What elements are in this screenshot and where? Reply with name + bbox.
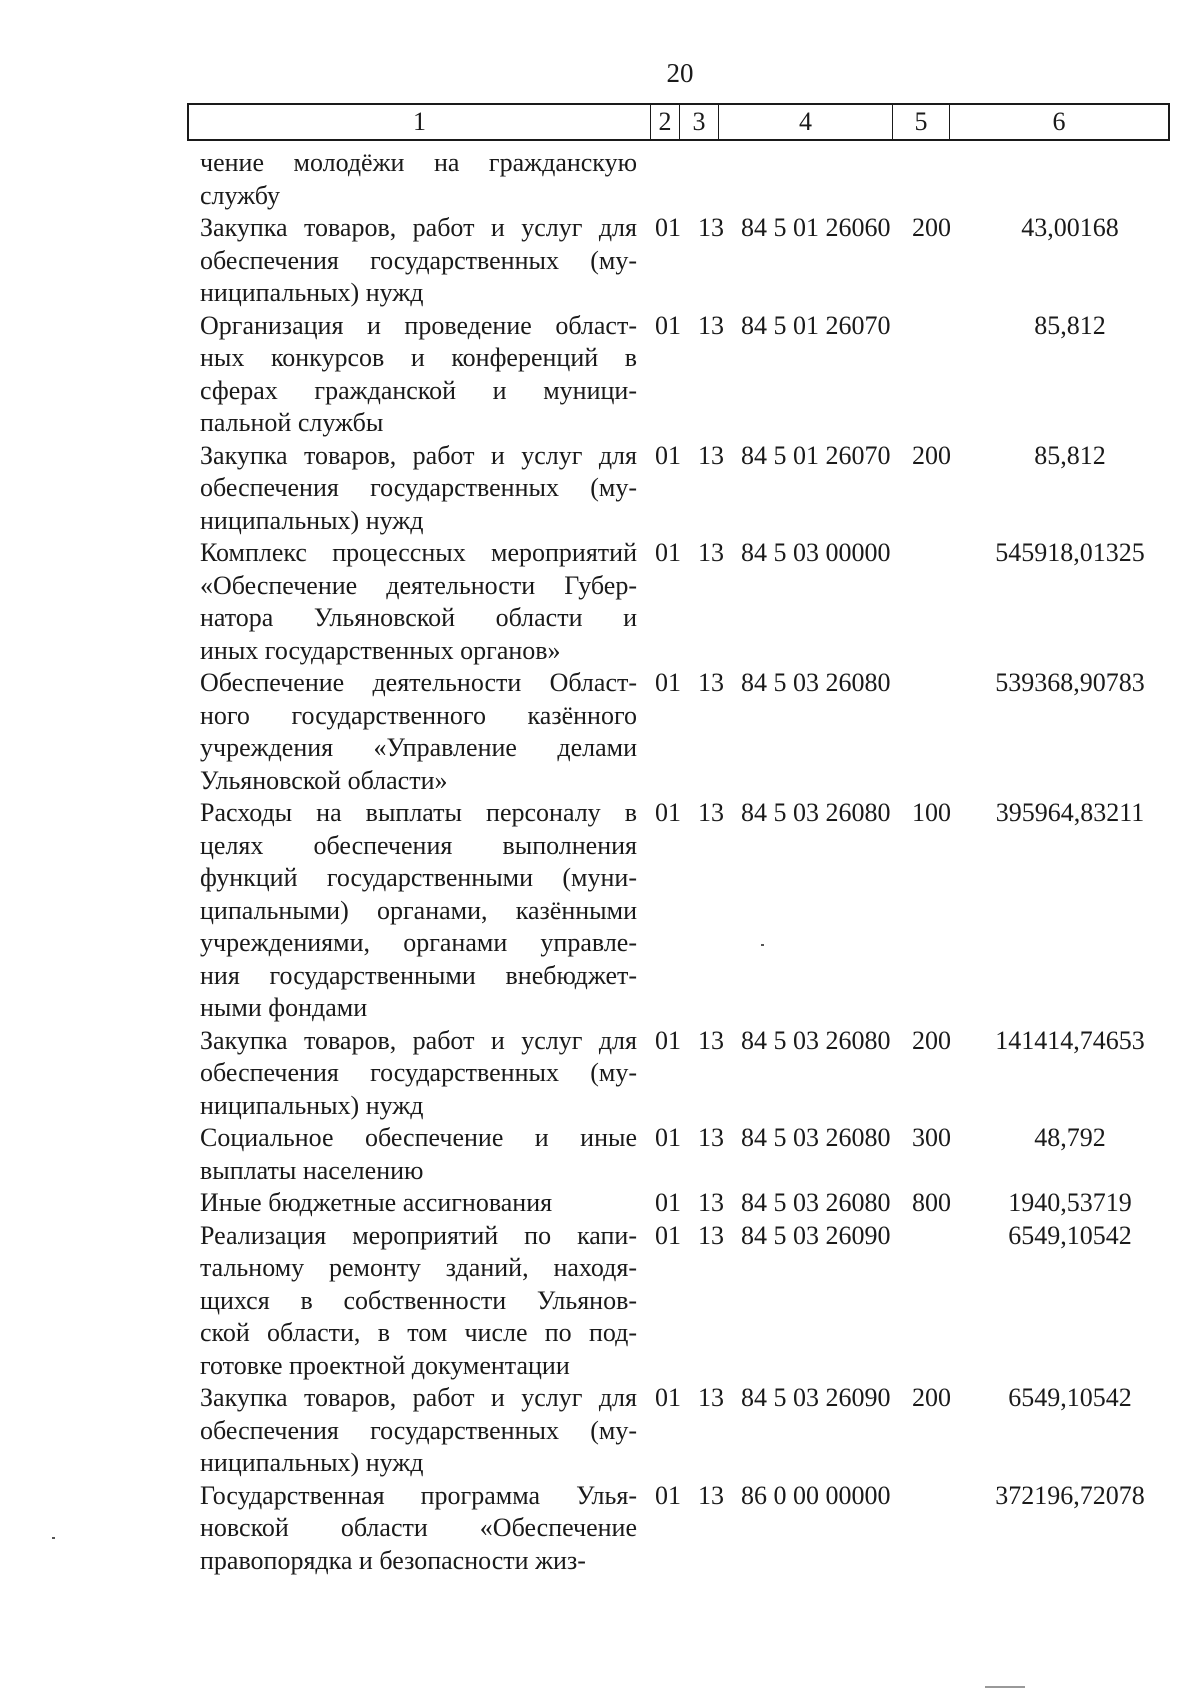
scan-speck bbox=[985, 1686, 1025, 1688]
row-description-line: Закупка товаров, работ и услуг для bbox=[200, 1383, 637, 1412]
row-description-line: «Обеспечение деятельности Губер- bbox=[200, 570, 637, 600]
row-description-line: Обеспечение деятельности Област- bbox=[200, 668, 637, 697]
scan-speck bbox=[52, 1537, 55, 1539]
row-description-line: ниципальных) нужд bbox=[200, 505, 424, 535]
row-amount: 48,792 bbox=[1034, 1123, 1106, 1152]
row-section-code: 01 bbox=[655, 1220, 681, 1250]
row-description-line: Социальное обеспечение и иные bbox=[200, 1123, 637, 1152]
row-description-line: тальному ремонту зданий, находя- bbox=[200, 1253, 637, 1282]
table-header bbox=[187, 103, 1170, 141]
row-description-line: сферах гражданской и муници- bbox=[200, 375, 637, 405]
row-section-code: 01 bbox=[655, 1188, 681, 1217]
column-header-4: 4 bbox=[719, 105, 893, 139]
row-description-line: Ульяновской области» bbox=[200, 765, 448, 795]
table-row bbox=[0, 1122, 1200, 1187]
row-amount: 539368,90783 bbox=[995, 668, 1145, 697]
row-description-line: обеспечения государственных (му- bbox=[200, 1058, 637, 1087]
row-description-line: функций государственными (муни- bbox=[200, 863, 637, 892]
row-description-line: обеспечения государственных (му- bbox=[200, 1415, 637, 1445]
row-description-line: ниципальных) нужд bbox=[200, 278, 424, 307]
row-subsection-code: 13 bbox=[698, 1188, 724, 1217]
row-description-line: учреждениями, органами управле- bbox=[200, 928, 637, 957]
row-description-line: Реализация мероприятий по капи- bbox=[200, 1220, 637, 1250]
row-description-line: ниципальных) нужд bbox=[200, 1090, 424, 1120]
row-expense-type-code: 100 bbox=[912, 798, 951, 827]
row-target-article-code: 84 5 03 00000 bbox=[741, 538, 891, 567]
row-description-line: Закупка товаров, работ и услуг для bbox=[200, 213, 637, 242]
row-description bbox=[200, 1382, 637, 1480]
row-section-code: 01 bbox=[655, 213, 681, 242]
row-target-article-code: 84 5 01 26070 bbox=[741, 310, 891, 340]
row-description-line: Организация и проведение област- bbox=[200, 310, 637, 340]
row-target-article-code: 84 5 03 26080 bbox=[741, 668, 891, 697]
row-expense-type-code: 200 bbox=[912, 213, 951, 242]
row-description-line: выплаты населению bbox=[200, 1155, 424, 1185]
row-description bbox=[200, 440, 637, 538]
row-description-line: иных государственных органов» bbox=[200, 635, 561, 665]
row-description-line: ными фондами bbox=[200, 993, 368, 1022]
row-subsection-code: 13 bbox=[698, 213, 724, 242]
row-description-line: службу bbox=[200, 180, 281, 210]
table-row bbox=[0, 537, 1200, 667]
row-section-code: 01 bbox=[655, 1025, 681, 1055]
row-description-line: обеспечения государственных (му- bbox=[200, 245, 637, 275]
row-description-line: ных конкурсов и конференций в bbox=[200, 343, 637, 372]
row-description bbox=[200, 1025, 637, 1123]
row-description bbox=[200, 310, 637, 440]
row-amount: 6549,10542 bbox=[1008, 1383, 1132, 1412]
column-header-3: 3 bbox=[680, 105, 719, 139]
row-target-article-code: 84 5 03 26080 bbox=[741, 1025, 891, 1055]
row-description bbox=[200, 797, 637, 1025]
row-description-line: новской области «Обеспечение bbox=[200, 1513, 637, 1542]
row-description bbox=[200, 212, 637, 310]
table-row bbox=[0, 1187, 1200, 1220]
table-row bbox=[0, 310, 1200, 440]
row-expense-type-code: 300 bbox=[912, 1123, 951, 1152]
row-section-code: 01 bbox=[655, 310, 681, 340]
row-target-article-code: 84 5 03 26090 bbox=[741, 1220, 891, 1250]
table-row bbox=[0, 440, 1200, 538]
row-subsection-code: 13 bbox=[698, 668, 724, 697]
row-description-line: Государственная программа Улья- bbox=[200, 1480, 637, 1510]
row-description-line: ской области, в том числе по под- bbox=[200, 1318, 637, 1347]
row-expense-type-code: 800 bbox=[912, 1188, 951, 1217]
row-amount: 43,00168 bbox=[1021, 213, 1119, 242]
row-subsection-code: 13 bbox=[698, 538, 724, 567]
row-description-line: Иные бюджетные ассигнования bbox=[200, 1188, 553, 1217]
row-target-article-code: 84 5 01 26060 bbox=[741, 213, 891, 242]
table-row bbox=[0, 1220, 1200, 1383]
row-expense-type-code: 200 bbox=[912, 440, 951, 470]
row-subsection-code: 13 bbox=[698, 1480, 724, 1510]
row-target-article-code: 84 5 01 26070 bbox=[741, 440, 891, 470]
row-description-line: Закупка товаров, работ и услуг для bbox=[200, 440, 637, 470]
row-target-article-code: 84 5 03 26080 bbox=[741, 1188, 891, 1217]
row-description-line: щихся в собственности Ульянов- bbox=[200, 1285, 637, 1315]
row-section-code: 01 bbox=[655, 1383, 681, 1412]
column-header-5: 5 bbox=[893, 105, 950, 139]
row-amount: 395964,83211 bbox=[995, 798, 1145, 827]
table-row bbox=[0, 1382, 1200, 1480]
row-description bbox=[200, 1122, 637, 1187]
row-subsection-code: 13 bbox=[698, 798, 724, 827]
row-description-line: целях обеспечения выполнения bbox=[200, 830, 637, 860]
row-expense-type-code: 200 bbox=[912, 1025, 951, 1055]
row-subsection-code: 13 bbox=[698, 440, 724, 470]
row-target-article-code: 84 5 03 26080 bbox=[741, 1123, 891, 1152]
row-description-line: учреждения «Управление делами bbox=[200, 733, 637, 762]
row-description bbox=[200, 147, 637, 212]
row-amount: 372196,72078 bbox=[995, 1480, 1145, 1510]
row-amount: 6549,10542 bbox=[1008, 1220, 1132, 1250]
scan-speck bbox=[761, 944, 764, 946]
row-description-line: готовке проектной документации bbox=[200, 1350, 570, 1380]
row-amount: 85,812 bbox=[1034, 310, 1106, 340]
row-amount: 1940,53719 bbox=[1008, 1188, 1132, 1217]
row-description bbox=[200, 667, 637, 797]
row-description bbox=[200, 1187, 637, 1220]
column-header-1: 1 bbox=[189, 105, 651, 139]
row-subsection-code: 13 bbox=[698, 1123, 724, 1152]
table-row bbox=[0, 667, 1200, 797]
table-row bbox=[0, 212, 1200, 310]
table-row bbox=[0, 797, 1200, 1025]
row-description-line: Расходы на выплаты персоналу в bbox=[200, 798, 637, 827]
row-section-code: 01 bbox=[655, 798, 681, 827]
row-subsection-code: 13 bbox=[698, 310, 724, 340]
row-description-line: правопорядка и безопасности жиз- bbox=[200, 1545, 586, 1575]
row-expense-type-code: 200 bbox=[912, 1383, 951, 1412]
row-section-code: 01 bbox=[655, 668, 681, 697]
row-description bbox=[200, 1220, 637, 1383]
column-header-6: 6 bbox=[1052, 107, 1066, 136]
row-description-line: ного государственного казённого bbox=[200, 700, 637, 730]
row-target-article-code: 84 5 03 26090 bbox=[741, 1383, 891, 1412]
table-row bbox=[0, 147, 1200, 212]
row-description-line: Комплекс процессных мероприятий bbox=[200, 538, 637, 567]
row-description-line: ниципальных) нужд bbox=[200, 1448, 424, 1477]
row-description-line: Закупка товаров, работ и услуг для bbox=[200, 1025, 637, 1055]
row-amount: 141414,74653 bbox=[995, 1025, 1145, 1055]
row-subsection-code: 13 bbox=[698, 1220, 724, 1250]
row-subsection-code: 13 bbox=[698, 1383, 724, 1412]
row-section-code: 01 bbox=[655, 538, 681, 567]
column-header-2: 2 bbox=[651, 105, 680, 139]
row-description-line: пальной службы bbox=[200, 408, 384, 437]
row-section-code: 01 bbox=[655, 440, 681, 470]
row-description-line: натора Ульяновской области и bbox=[200, 603, 637, 632]
row-amount: 545918,01325 bbox=[995, 538, 1145, 567]
table-row bbox=[0, 1025, 1200, 1123]
row-description bbox=[200, 1480, 637, 1578]
row-amount: 85,812 bbox=[1034, 440, 1106, 470]
row-target-article-code: 84 5 03 26080 bbox=[741, 798, 891, 827]
row-description-line: ципальными) органами, казёнными bbox=[200, 895, 637, 925]
row-description-line: чение молодёжи на гражданскую bbox=[200, 148, 637, 177]
row-description-line: обеспечения государственных (му- bbox=[200, 473, 637, 502]
row-section-code: 01 bbox=[655, 1480, 681, 1510]
row-subsection-code: 13 bbox=[698, 1025, 724, 1055]
row-section-code: 01 bbox=[655, 1123, 681, 1152]
page-number: 20 bbox=[666, 58, 694, 88]
row-description bbox=[200, 537, 637, 667]
row-description-line: ния государственными внебюджет- bbox=[200, 960, 637, 990]
row-target-article-code: 86 0 00 00000 bbox=[741, 1480, 891, 1510]
table-row bbox=[0, 1480, 1200, 1578]
